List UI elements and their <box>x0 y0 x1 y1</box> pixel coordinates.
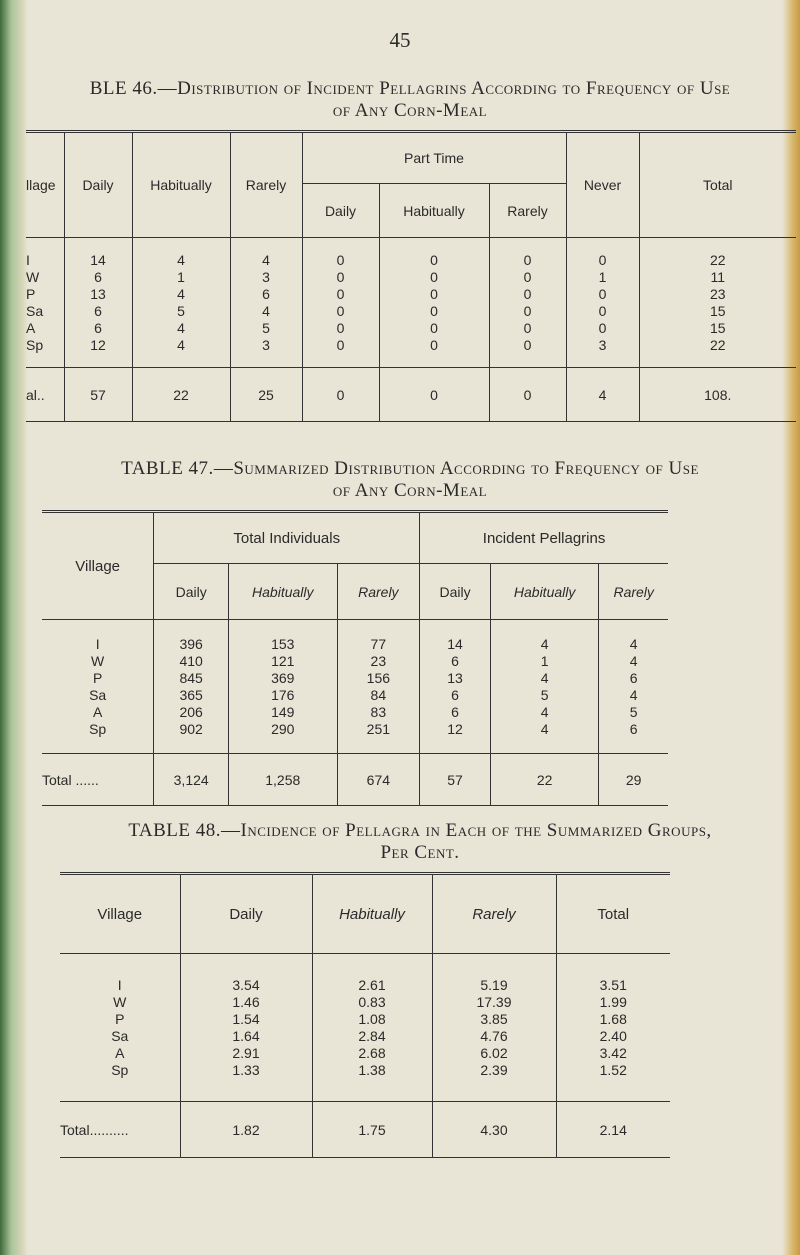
t48-header-rarely: Rarely <box>432 874 556 954</box>
table-46-caption-lead: BLE 46. <box>89 78 158 99</box>
t47-header-village: Village <box>42 512 154 620</box>
t46-header-total: Total <box>639 132 796 238</box>
t46-col-total: 22 11 23 15 15 22 <box>639 238 796 368</box>
t47-total-ip-habitually: 22 <box>490 754 598 806</box>
t48-village-list: I W P Sa A Sp <box>60 954 180 1102</box>
t48-total-habitually: 1.75 <box>312 1102 432 1158</box>
t47-col-ip-daily: 14 6 13 6 6 12 <box>420 620 491 754</box>
t48-col-habitually: 2.61 0.83 1.08 2.84 2.68 1.38 <box>312 954 432 1102</box>
t48-total-daily: 1.82 <box>180 1102 312 1158</box>
t46-header-never: Never <box>566 132 639 238</box>
t47-header-ti-rarely: Rarely <box>337 564 420 620</box>
book-binding-edge <box>0 0 28 1255</box>
table-47-caption <box>10 458 800 502</box>
t46-total-pt-habitually: 0 <box>379 368 489 422</box>
t47-col-ip-rarely: 4 4 6 4 5 6 <box>599 620 668 754</box>
t46-col-pt-habitually: 0 0 0 0 0 0 <box>379 238 489 368</box>
t46-total-label: al.. <box>26 368 64 422</box>
t46-col-daily: 14 6 13 6 6 12 <box>64 238 132 368</box>
t47-col-ti-habitually: 153 121 369 176 149 290 <box>229 620 337 754</box>
t47-total-ti-habitually: 1,258 <box>229 754 337 806</box>
table-47-caption-text: —Summarized Distribution According to Frequency of Use <box>213 458 699 479</box>
t47-header-ip-rarely: Rarely <box>599 564 668 620</box>
t48-header-total: Total <box>556 874 670 954</box>
t48-header-daily: Daily <box>180 874 312 954</box>
t46-col-rarely: 4 3 6 4 5 3 <box>230 238 302 368</box>
table-46-caption <box>10 78 800 122</box>
table-47 <box>42 510 668 806</box>
page-number: 45 <box>389 28 411 52</box>
t46-header-habitually: Habitually <box>132 132 230 238</box>
table-47-caption-line2: of Any Corn-Meal <box>332 480 488 501</box>
t46-total-rarely: 25 <box>230 368 302 422</box>
t46-total-daily: 57 <box>64 368 132 422</box>
table-48-caption <box>20 820 800 864</box>
t47-header-ti-daily: Daily <box>154 564 229 620</box>
t48-col-total: 3.51 1.99 1.68 2.40 3.42 1.52 <box>556 954 670 1102</box>
t47-header-total-individuals: Total Individuals <box>154 512 420 564</box>
t46-header-pt-habitually: Habitually <box>379 184 489 238</box>
t46-total-habitually: 22 <box>132 368 230 422</box>
t46-header-part-time: Part Time <box>302 132 566 184</box>
t47-total-ti-daily: 3,124 <box>154 754 229 806</box>
table-48-caption-text: —Incidence of Pellagra in Each of the Summarized Groups, <box>221 820 712 841</box>
table-48-caption-line2: Per Cent. <box>380 842 460 863</box>
t47-total-ti-rarely: 674 <box>337 754 420 806</box>
t47-col-ti-daily: 396 410 845 365 206 902 <box>154 620 229 754</box>
t47-header-ti-habitually: Habitually <box>229 564 337 620</box>
t46-total-never: 4 <box>566 368 639 422</box>
t46-total-total: 108. <box>639 368 796 422</box>
table-48-caption-lead: TABLE 48. <box>128 820 222 841</box>
table-47-caption-lead: TABLE 47. <box>121 458 214 479</box>
t48-col-daily: 3.54 1.46 1.54 1.64 2.91 1.33 <box>180 954 312 1102</box>
t47-header-incident-pellagrins: Incident Pellagrins <box>420 512 668 564</box>
t47-col-ti-rarely: 77 23 156 84 83 251 <box>337 620 420 754</box>
t47-village-list: I W P Sa A Sp <box>42 620 154 754</box>
t46-col-pt-daily: 0 0 0 0 0 0 <box>302 238 379 368</box>
t47-total-ip-rarely: 29 <box>599 754 668 806</box>
t47-col-ip-habitually: 4 1 4 5 4 4 <box>490 620 598 754</box>
t46-village-list: I W P Sa A Sp <box>26 238 64 368</box>
t48-header-village: Village <box>60 874 180 954</box>
t48-total-label: Total.......... <box>60 1102 180 1158</box>
t46-header-pt-rarely: Rarely <box>489 184 566 238</box>
t46-total-pt-daily: 0 <box>302 368 379 422</box>
t46-col-pt-rarely: 0 0 0 0 0 0 <box>489 238 566 368</box>
t47-total-label: Total ...... <box>42 754 154 806</box>
t46-col-habitually: 4 1 4 5 4 4 <box>132 238 230 368</box>
table-46-caption-line2: of Any Corn-Meal <box>332 100 488 121</box>
t46-total-pt-rarely: 0 <box>489 368 566 422</box>
t48-col-rarely: 5.19 17.39 3.85 4.76 6.02 2.39 <box>432 954 556 1102</box>
t46-col-never: 0 1 0 0 0 3 <box>566 238 639 368</box>
table-48 <box>60 872 670 1158</box>
t46-header-village: llage <box>26 132 64 238</box>
t47-header-ip-daily: Daily <box>420 564 491 620</box>
t46-header-daily: Daily <box>64 132 132 238</box>
t46-header-pt-daily: Daily <box>302 184 379 238</box>
t48-header-habitually: Habitually <box>312 874 432 954</box>
t48-total-rarely: 4.30 <box>432 1102 556 1158</box>
table-46 <box>26 130 796 422</box>
t47-header-ip-habitually: Habitually <box>490 564 598 620</box>
t48-total-total: 2.14 <box>556 1102 670 1158</box>
table-46-caption-text: —Distribution of Incident Pellagrins According to Frequency of Use <box>157 78 731 99</box>
t47-total-ip-daily: 57 <box>420 754 491 806</box>
t46-header-rarely: Rarely <box>230 132 302 238</box>
